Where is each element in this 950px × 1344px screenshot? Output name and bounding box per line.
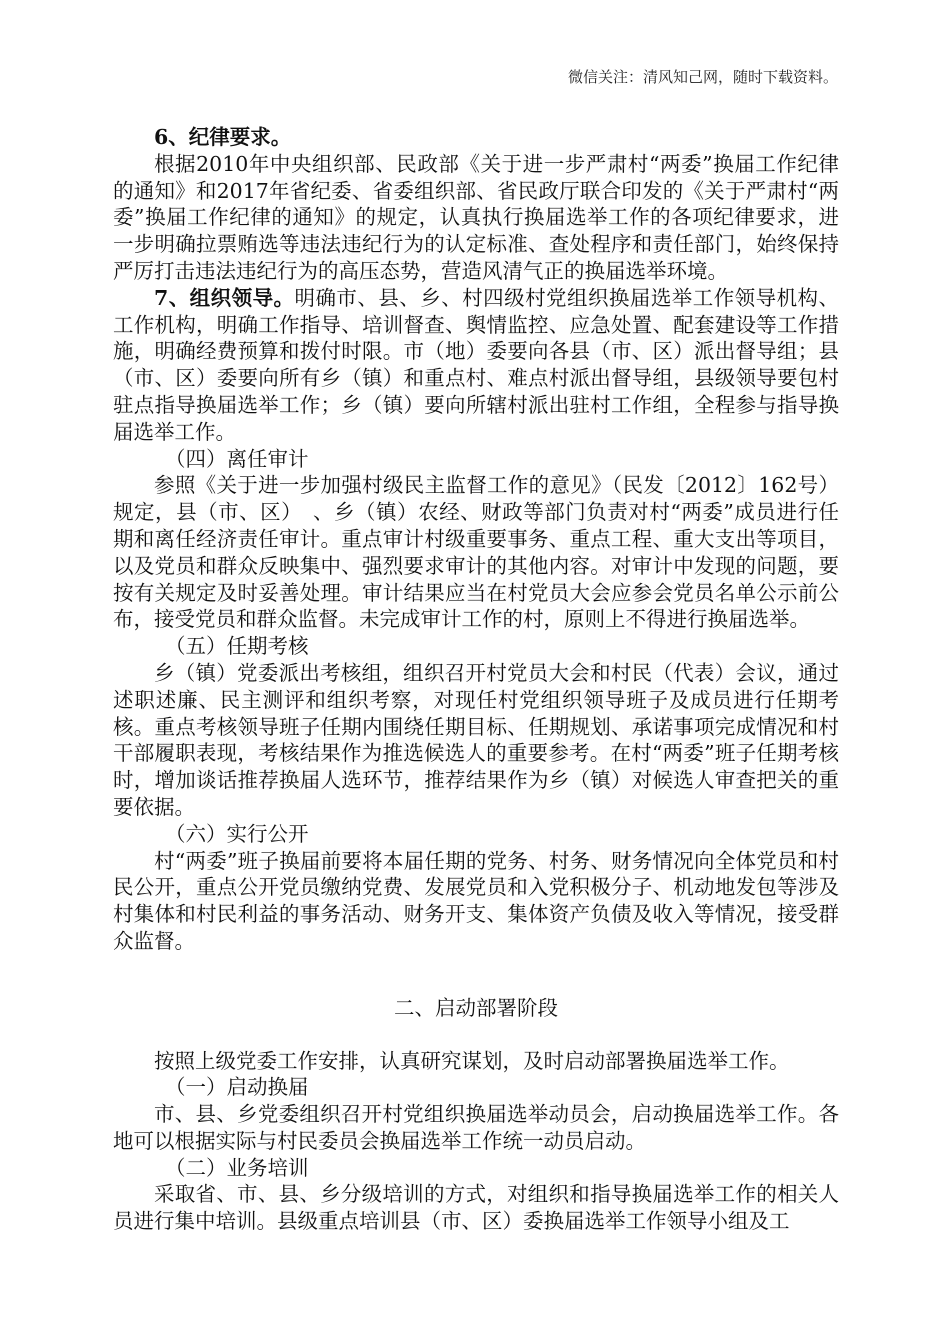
part-2-heading: 二、启动部署阶段 xyxy=(394,995,558,1020)
subsection-6-title: （六）实行公开 xyxy=(165,821,309,846)
section-6-title xyxy=(113,124,839,151)
part-2-sub-2-paragraph: 采取省、市、县、乡分级培训的方式，对组织和指导换届选举工作的相关人员进行集中培训。县级重点培训县（市、区）委换届选举工作领导小组及工 xyxy=(113,1182,839,1234)
subsection-4-paragraph: 参照《关于进一步加强村级民主监督工作的意见》（民发〔2012〕162号）规定，县（市、区） 、乡（镇）农经、财政等部门负责对村“两委”成员进行任期和离任经济责任审计。重点审计村级重要事务、重点工程、重大支出等项目，以及党员和群众反映集中、强烈要求审计的其他内容。对审计中发现的问题，要按有关规定及时妥善处理。审计结果应当在村党员大会应参会党员名单公示前公布，接受党员和群众监督。未完成审计工作的村，原则上不得进行换届选举。 xyxy=(113,473,839,632)
document-body xyxy=(113,124,839,1235)
section-6-heading: 6、纪律要求。 xyxy=(154,125,292,149)
section-7-text: 明确市、县、乡、村四级村党组织换届选举工作领导机构、工作机构，明确工作指导、培训督查、舆情监控、应急处置、配套建设等工作措施，明确经费预算和拨付时限。市（地）委要向各县（市、区）派出督导组；县（市、区）委要向所有乡（镇）和重点村、难点村派出督导组，县级领导要包村驻点指导换届选举工作；乡（镇）要向所辖村派出驻村工作组，全程参与指导换届选举工作。 xyxy=(113,285,840,444)
subsection-6-paragraph: 村“两委”班子换届前要将本届任期的党务、村务、财务情况向全体党员和村民公开，重点公开党员缴纳党费、发展党员和入党积极分子、机动地发包等涉及村集体和村民利益的事务活动、财务开支、集体资产负债及收入等情况，接受群众监督。 xyxy=(113,848,839,953)
part-2-sub-1-paragraph: 市、县、乡党委组织召开村党组织换届选举动员会，启动换届选举工作。各地可以根据实际与村民委员会换届选举工作统一动员启动。 xyxy=(113,1102,839,1153)
section-7-heading: 7、组织领导。 xyxy=(154,285,295,310)
subsection-5-paragraph: 乡（镇）党委派出考核组，组织召开村党员大会和村民（代表）会议，通过述职述廉、民主测评和组织考察，对现任村党组织领导班子及成员进行任期考核。重点考核领导班子任期内围绕任期目标、任期规划、承诺事项完成情况和村干部履职表现，考核结果作为推选候选人的重要参考。在村“两委”班子任期考核时，增加谈话推荐换届人选环节，推荐结果作为乡（镇）对候选人审查把关的重要依据。 xyxy=(113,660,839,819)
part-2-sub-1-title: （一）启动换届 xyxy=(165,1075,309,1100)
spacer xyxy=(113,1022,839,1048)
part-2-intro: 按照上级党委工作安排，认真研究谋划，及时启动部署换届选举工作。 xyxy=(154,1048,790,1073)
section-6-paragraph: 根据2010年中央组织部、民政部《关于进一步严肃村“两委”换届工作纪律的通知》和2017年省纪委、省委组织部、省民政厅联合印发的《关于严肃村“两委”换届工作纪律的通知》的规定，认真执行换届选举工作的各项纪律要求，进一步明确拉票贿选等违法违纪行为的认定标准、查处程序和责任部门，始终保持严厉打击违法违纪行为的高压态势，营造风清气正的换届选举环境。 xyxy=(113,151,839,283)
page-header-note: 微信关注：清风知己网，随时下载资料。 xyxy=(567,68,838,86)
subsection-4-title: （四）离任审计 xyxy=(165,446,309,471)
section-7-paragraph xyxy=(113,285,839,446)
spacer xyxy=(113,955,839,995)
part-2-sub-2-title: （二）业务培训 xyxy=(165,1155,309,1180)
subsection-5-title: （五）任期考核 xyxy=(165,634,309,659)
